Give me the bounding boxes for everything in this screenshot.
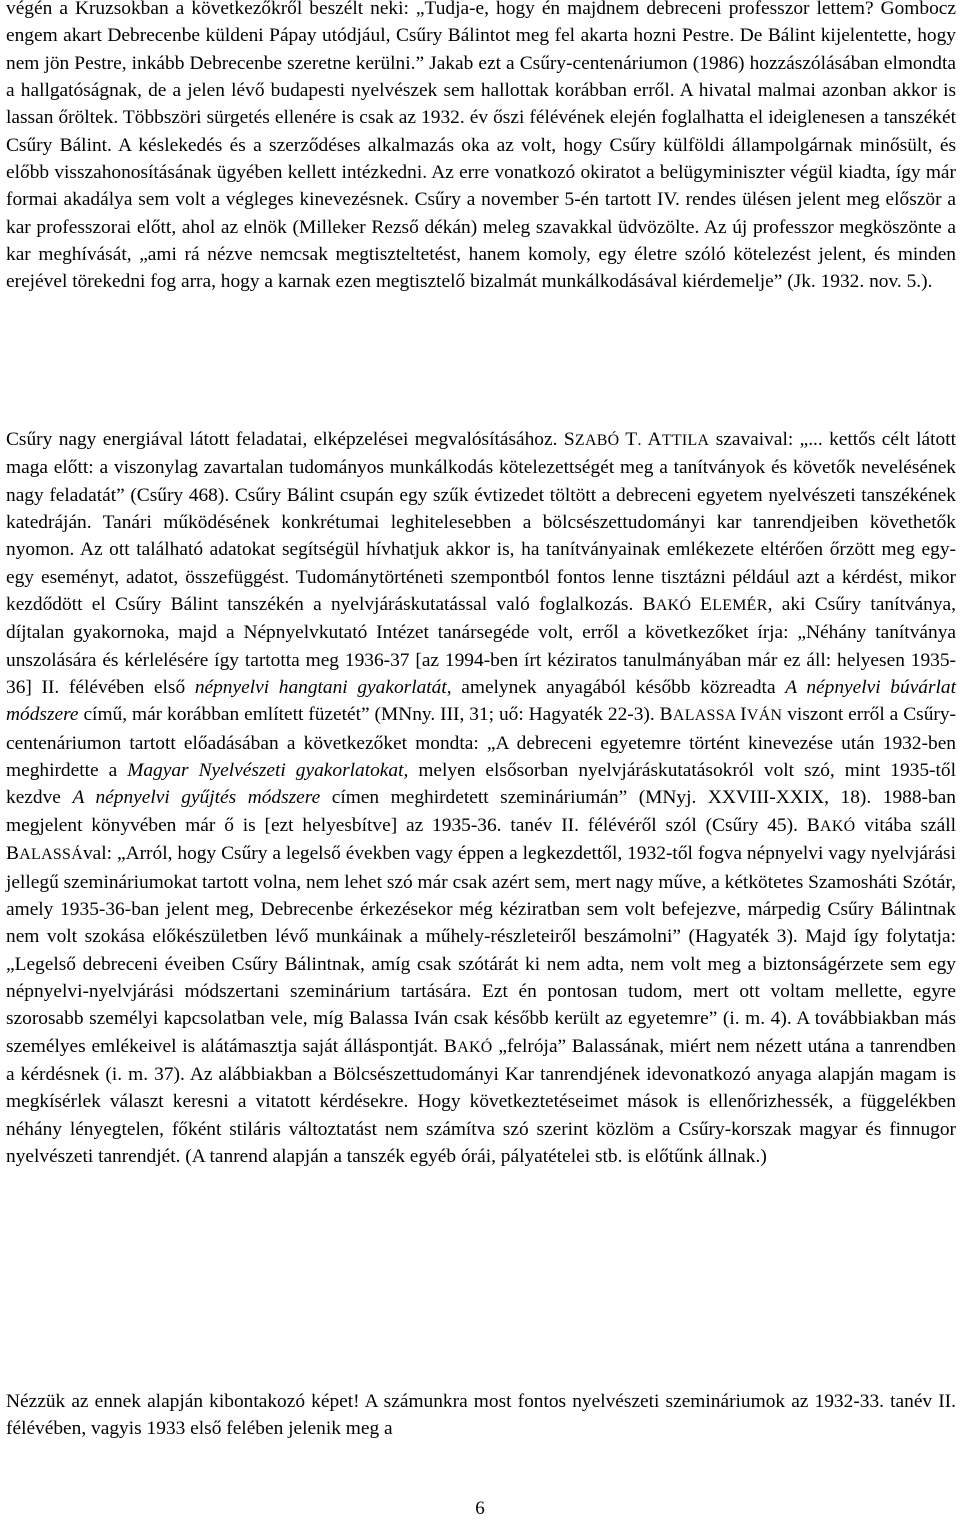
paragraph-1: végén a Kruzsokban a következőkről beszélt neki: „Tudja-e, hogy én majdnem debreceni professzor lettem? Gombocz engem akart Debrecenbe küldeni Pápay utódjául, Csűry Bálintot meg fel akarta hozni Pestre. De Bálint kijelentette, hogy nem jön Pestre, inkább Debrecenbe szeretne kerülni.” Jakab ezt a Csűry-centenáriumon (1986) hozzászólásában elmondta a hallgatóságnak, de a jelen lévő budapesti nyelvészek sem hallottak korábban erről. A hivatal malmai azonban akkor is lassan őröltek. Többszöri sürgetés ellenére is csak az 1932. év őszi félévének elején foglalhatta el ideiglenesen a tanszékét Csűry Bálint. A késlekedés és a szerződéses alkalmazás oka az volt, hogy Csűry külföldi állampolgárnak minősült, és előbb visszahonosításának ügyében kellett intézkedni. Az erre vonatkozó okiratot a belügyminiszter végül kiadta, így már formai akadálya sem volt a végleges kinevezésnek. Csűry a november 5-én tartott IV. rendes ülésen jelent meg először a kar professzorai előtt, ahol az elnök (Milleker Rezső dékán) meleg szavakkal üdvözölte. Az új professzor megköszönte a kar meghívását, „ami rá nézve nemcsak megtiszteltetést, hanem komoly, egy életre szóló kötelezést jelent, és minden erejével törekedni fog arra, hogy a karnak ezen megtisztelő bizalmát munkálkodásával kiérdemelje” (Jk. 1932. nov. 5.). [6,0,956,293]
italic-title: A népnyelvi gyűjtés módszere [72,787,321,809]
italic-title: A népnyelvi búvárlat módszere [6,677,957,726]
italic-title: népnyelvi hangtani gyakorlatát [194,677,447,699]
author-name: BAKÓ [806,814,856,836]
author-name: SZABÓ T. ATTILA [563,429,710,450]
author-name: BALASSÁ [6,843,83,865]
page-number: 6 [475,1498,485,1519]
paragraph-2: Csűry nagy energiával látott feladatai, elképzelései megvalósításához. SZABÓ T. ATTILA szavaival: „... kettős célt látott maga előtt: a viszonylag zavartalan tudományos munkálkodás kötelezettségét meg a tanítványok és követők nevelésének nagy feladatát” (Csűry 468). Csűry Bálint csupán egy szűk évtizedet töltött a debreceni egyetem nyelvészeti tanszékének katedráján. Tanári működésének konkrétumai leghitelesebben a bölcsészettudományi kar tanrendjeiben követhetők nyomon. Az ott található adatokat segítségül hívhatjuk akkor is, ha tanítványainak emlékezete eltérően őrzött meg egy-egy eseményt, adatot, összefüggést. Tudománytörténeti szempontból fontos lenne tisztázni például azt a kérdést, mikor kezdődött el Csűry Bálint tanszékén a nyelvjáráskutatással való foglalkozás. BAKÓ ELEMÉR, aki Csűry tanítványa, díjtalan gyakornoka, majd a Népnyelvkutató Intézet tanársegéde volt, erről a következőket írja: „Néhány tanítványa unszolására és kérlelésére így tartotta meg 1936-37 [az 1994-ben írt kéziratos tanulmányában már ez áll: helyesen 1935-36] II. félévében első népnyelvi hangtani gyakorlatát, amelynek anyagából később közreadta A népnyelvi búvárlat módszere című, már korábban említett füzetét” (MNny. III, 31; uő: Hagyaték 22-3). BALASSA IVÁN viszont erről a Csűry-centenáriumon tartott előadásában a következőket mondta: „A debreceni egyetemre történt kinevezése után 1932-ben meghirdette a Magyar Nyelvészeti gyakorlatokat, melyen elsősorban nyelvjáráskutatásokról volt szó, mint 1935-től kezdve A népnyelvi gyűjtés módszere címen meghirdetett szemináriumán” (MNyj. XXVIII-XXIX, 18). 1988-ban megjelent könyvében már ő is [ezt helyesbítve] az 1935-36. tanév II. félévéről szól (Csűry 45). BAKÓ vitába száll BALASSÁval: „Arról, hogy Csűry a legelső években vagy éppen a legkezdettől, 1932-től fogva népnyelvi vagy nyelvjárási jellegű szemináriumokat tartott volna, nem lehet szó már csak azért sem, mert nagy műve, a kétkötetes Szamosháti Szótár, amely 1935-36-ban jelent meg, Debrecenbe érkezésekor még kéziratban sem volt befejezve, márpedig Csűry Bálintnak nem volt szokása előkészületben lévő munkáinak a műhely-részleteiről beszámolni” (Hagyaték 3). Majd így folytatja: „Legelső debreceni éveiben Csűry Bálintnak, amíg csak szótárát ki nem adta, nem volt meg a biztonságérzete sem egy népnyelvi-nyelvjárási módszertani szeminárium tartására. Ezt én pontosan tudom, mert ott voltam mellette, egyre szorosabb személyi kapcsolatban vele, míg Balassa Iván csak később került az egyetemre” (i. m. 4). A továbbiakban más személyes emlékeivel is alátámasztja saját álláspontját. BAKÓ „felrója” Balassának, miért nem nézett utána a tanrendben a kérdésnek (i. m. 37). Az alábbiakban a Bölcsészettudományi Kar tanrendjének idevonatkozó anyaga alapján magam is megkísérlek választ keresni a vitatott kérdésekre. Hogy következtetéseimet mások is ellenőrizhessék, a függelékben néhány lényegtelen, főként stiláris változtatást nem számítva szó szerint közlöm a Csűry-korszak magyar és finnugor nyelvészeti tanrendjét. (A tanrend alapján a tanszék egyéb órái, pályatételei stb. is előtűnk állnak.) [6,429,957,1167]
italic-title: Magyar Nyelvészeti gyakorlatokat, [127,760,409,782]
author-name: BAKÓ ELEMÉR [642,594,768,616]
author-name: BALASSA IVÁN [659,704,783,726]
author-name: BAKÓ [443,1035,493,1057]
paragraph-3: Nézzük az ennek alapján kibontakozó képet! A számunkra most fontos nyelvészeti szemináriumok az 1932-33. tanév II. félévében, vagyis 1933 első felében jelenik meg a [6,1391,956,1440]
document-page [6,0,956,1533]
